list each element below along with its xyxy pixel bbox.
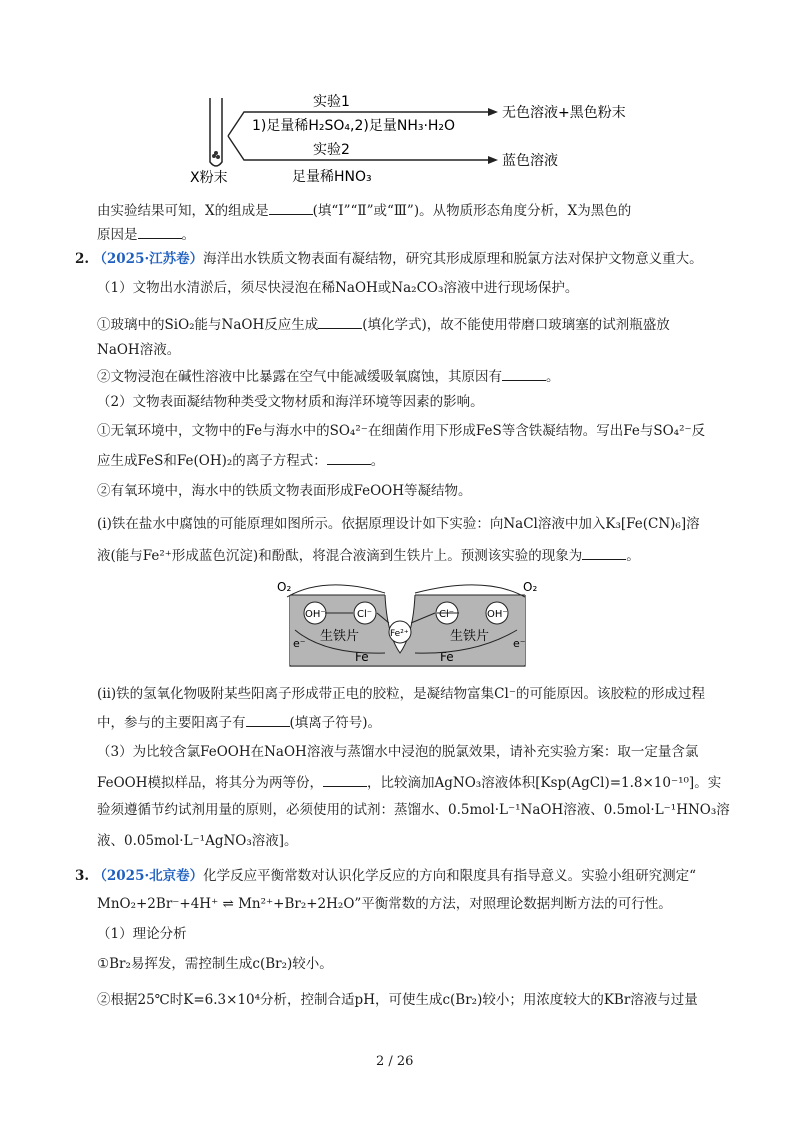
answer-blank[interactable]	[269, 200, 313, 215]
exp1-reagents: 1)足量稀H₂SO₄,2)足量NH₃·H₂O	[252, 118, 456, 134]
answer-blank[interactable]	[502, 366, 546, 381]
q3-part1-1: ①Br₂易挥发，需控制生成c(Br₂)较小。	[97, 956, 333, 972]
fe-label-right: Fe	[440, 650, 454, 664]
q2-part3-cont2: 验须遵循节约试剂用量的原则，必须使用的试剂：蒸馏水、0.5mol·L⁻¹NaOH溶液、0.5mol·L⁻¹HNO₃溶	[97, 802, 730, 818]
oh-label-left: OH⁻	[305, 609, 326, 620]
q2-part2-i: (i)铁在盐水中腐蚀的可能原理如图所示。依据原理设计如下实验：向NaCl溶液中加入K₃[Fe(CN)₆]溶	[97, 516, 700, 532]
exp2-reagents: 足量稀HNO₃	[292, 169, 372, 185]
q2-part2-2: ②有氧环境中，海水中的铁质文物表面形成FeOOH等凝结物。	[97, 483, 472, 499]
q2-part2-1: ①无氧环境中，文物中的Fe与海水中的SO₄²⁻在细菌作用下形成FeS等含铁凝结物。写出Fe与SO₄²⁻反	[97, 423, 706, 439]
o2-left: O₂	[277, 580, 292, 594]
q3-part1: （1）理论分析	[97, 926, 187, 942]
q1-line-2: 原因是 。	[97, 224, 195, 245]
electron-left: e⁻	[293, 637, 306, 650]
o2-right: O₂	[523, 580, 538, 594]
q1-line-1: 由实验结果可知，X的组成是 (填“Ⅰ”“Ⅱ”或“Ⅲ”)。从物质形态角度分析，X为黑色的	[97, 200, 631, 221]
test-tube-icon	[210, 98, 222, 166]
exp1-result: 无色溶液+黑色粉末	[502, 105, 626, 121]
answer-blank[interactable]	[138, 224, 182, 239]
fe2-label: Fe²⁺	[390, 629, 409, 639]
page-number: 2 / 26	[376, 1054, 414, 1069]
exp2-result: 蓝色溶液	[502, 153, 558, 169]
q3-stem: 3. （2025·北京卷）化学反应平衡常数对认识化学反应的方向和限度具有指导意义。实验小组研究测定“	[75, 868, 697, 884]
corrosion-diagram	[265, 575, 550, 675]
q2-part1-1-cont: NaOH溶液。	[97, 342, 181, 358]
tube-label: X粉末	[190, 170, 228, 186]
q2-part2-ii-cont: 中，参与的主要阳离子有 (填离子符号)。	[97, 712, 381, 733]
q2-part1: （1）文物出水清淤后，须尽快浸泡在稀NaOH或Na₂CO₃溶液中进行现场保护。	[97, 280, 579, 296]
q2-part3: （3）为比较含氯FeOOH在NaOH溶液与蒸馏水中浸泡的脱氯效果，请补充实验方案：取一定量含氯	[97, 744, 699, 760]
answer-blank[interactable]	[582, 545, 626, 560]
answer-blank[interactable]	[327, 450, 371, 465]
exp2-label: 实验2	[313, 142, 350, 158]
exp1-label: 实验1	[313, 94, 350, 110]
answer-blank[interactable]	[246, 712, 290, 727]
q2-part3-cont3: 液、0.05mol·L⁻¹AgNO₃溶液]。	[97, 833, 298, 849]
q3-stem-cont: MnO₂+2Br⁻+4H⁺ ⇌ Mn²⁺+Br₂+2H₂O”平衡常数的方法，对照理论数据判断方法的可行性。	[97, 896, 672, 912]
q3-part1-2: ②根据25℃时K=6.3×10⁴分析，控制合适pH，可使生成c(Br₂)较小；用浓度较大的KBr溶液与过量	[97, 992, 698, 1008]
q2-stem: 2. （2025·江苏卷）海洋出水铁质文物表面有凝结物，研究其形成原理和脱氯方法对保护文物意义重大。	[75, 251, 703, 267]
q2-part1-1: ①玻璃中的SiO₂能与NaOH反应生成 (填化学式)，故不能使用带磨口玻璃塞的试剂瓶盛放	[97, 314, 670, 335]
q2-part2-i-cont: 液(能与Fe²⁺形成蓝色沉淀)和酚酞，将混合液滴到生铁片上。预测该实验的现象为 。	[97, 545, 640, 566]
answer-blank[interactable]	[318, 314, 362, 329]
experiment-flow-diagram	[180, 90, 650, 190]
q2-part2-1-cont: 应生成FeS和Fe(OH)₂的离子方程式： 。	[97, 450, 384, 471]
q2-part1-2: ②文物浸泡在碱性溶液中比暴露在空气中能减缓吸氧腐蚀，其原因有 。	[97, 366, 560, 387]
q2-part3-cont: FeOOH模拟样品，将其分为两等份， ，比较滴加AgNO₃溶液体积[Ksp(AgCl)=1.8×10⁻¹⁰]。实	[97, 772, 721, 793]
cl-label-left: Cl⁻	[357, 609, 373, 620]
q2-part2: （2）文物表面凝结物种类受文物材质和海洋环境等因素的影响。	[97, 394, 484, 410]
cl-label-right: Cl⁻	[439, 609, 455, 620]
q2-part2-ii: (ii)铁的氢氧化物吸附某些阳离子形成带正电的胶粒，是凝结物富集Cl⁻的可能原因。该胶粒的形成过程	[97, 686, 705, 702]
oh-label-right: OH⁻	[487, 609, 508, 620]
electron-right: e⁻	[513, 637, 526, 650]
iron-label-left: 生铁片	[320, 629, 360, 644]
iron-label-right: 生铁片	[450, 629, 490, 644]
answer-blank[interactable]	[323, 772, 367, 787]
fe-label-left: Fe	[355, 650, 369, 664]
